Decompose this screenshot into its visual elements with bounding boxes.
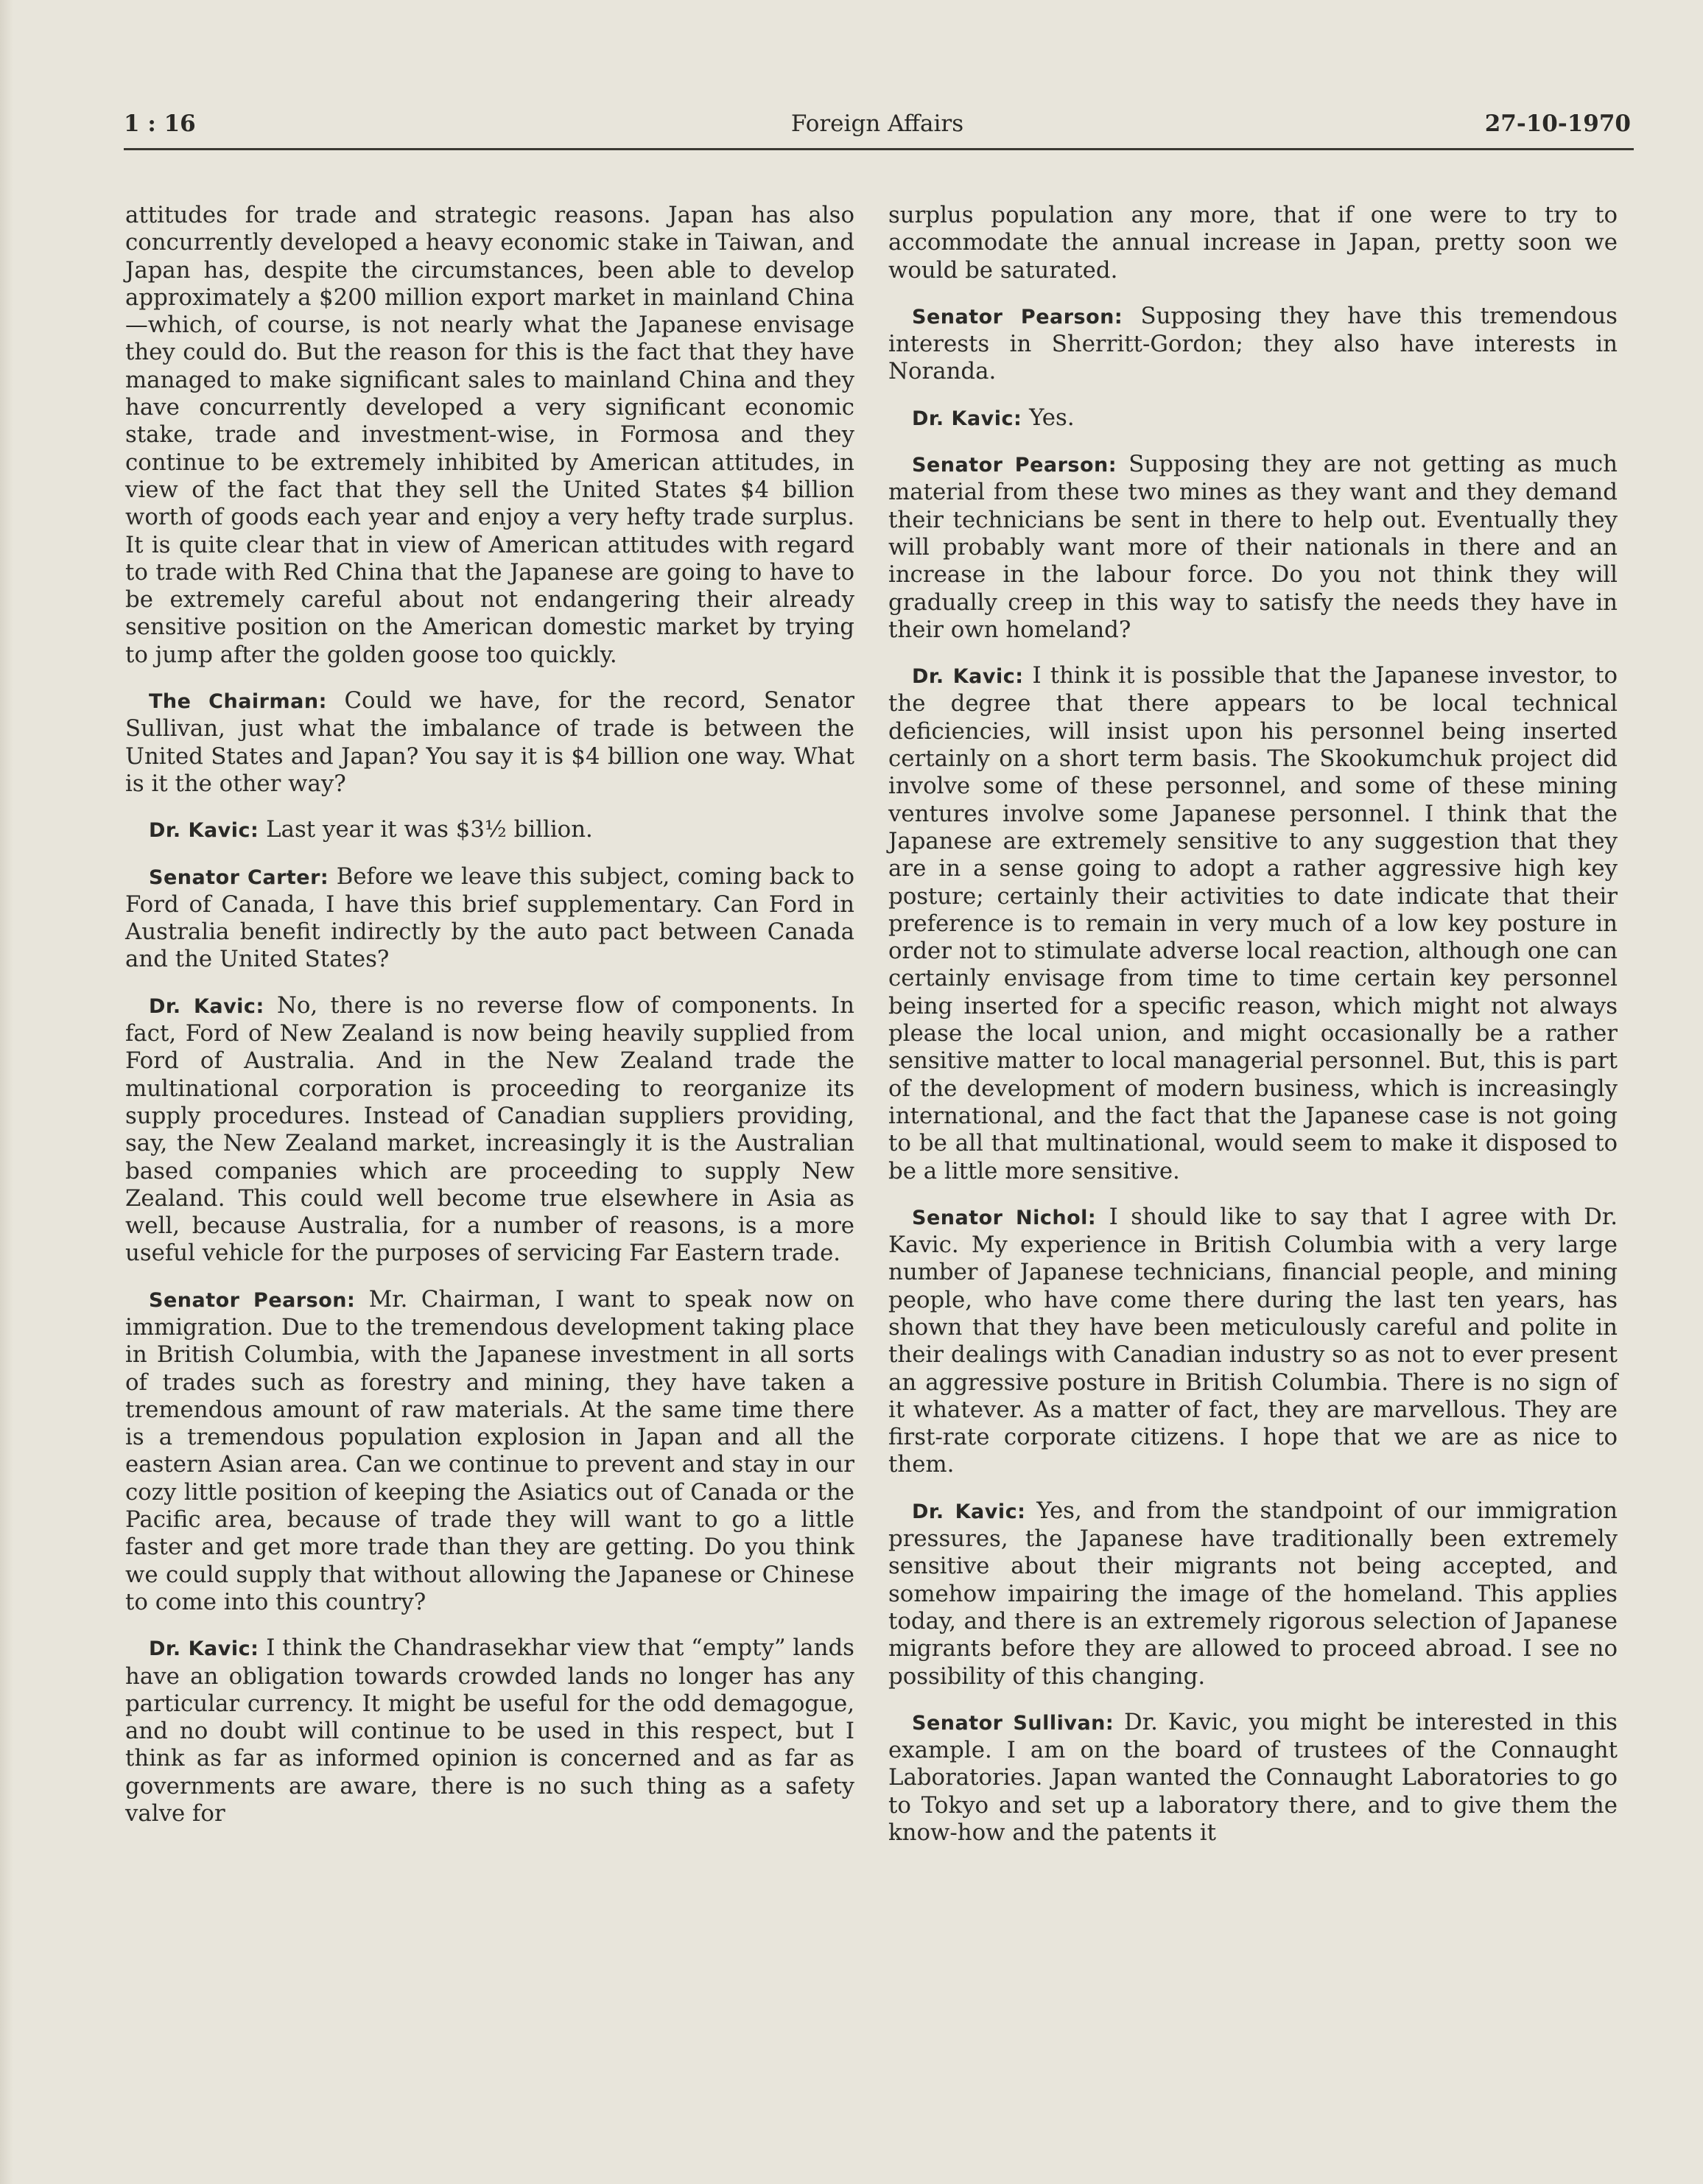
header-date: 27-10-1970 xyxy=(1484,110,1631,137)
speaker-name: Senator Sullivan: xyxy=(912,1711,1114,1735)
speaker-name: Dr. Kavic: xyxy=(912,1500,1026,1523)
paragraph xyxy=(888,303,1618,386)
paragraph xyxy=(125,202,854,669)
paragraph-text: Supposing they are not getting as much material from these two mines as they want and they demand their technicians be sent in there to help out. Eventually they will probably want more of their nationals in there and an increase in the labour force. Do you not think they will gradually creep in this way to satisfy the needs they have in their own homeland? xyxy=(888,451,1618,643)
paragraph-text: I think it is possible that the Japanese investor, to the degree that there appears to be local technical deficiencies, will insist upon his personnel being inserted certainly on a short term basis. The Skookumchuk project did involve some of these personnel, and some of these mining ventures involve some Japanese personnel. I think that the Japanese are extremely sensitive to any suggestion that they are in a sense going to adopt a rather aggressive high key posture; certainly their activities to date indicate that their preference is to remain in very much of a low key posture in order not to stimulate adverse local reaction, although one can certainly envisage from time to time certain key personnel being inserted for a specific reason, which might not always please the local union, and might occasionally be a rather sensitive matter to local managerial personnel. But, this is part of the development of modern business, which is increasingly international, and the fact that the Japanese case is not going to be all that multinational, would seem to make it disposed to be a little more sensitive. xyxy=(888,662,1618,1184)
header-rule xyxy=(124,148,1634,150)
page-edge-shadow xyxy=(0,0,13,2184)
paragraph xyxy=(888,1709,1618,1847)
speaker-name: Dr. Kavic: xyxy=(149,994,264,1018)
running-title: Foreign Affairs xyxy=(790,110,964,137)
speaker-name: Senator Carter: xyxy=(149,865,329,889)
paragraph-text: Before we leave this subject, coming back to Ford of Canada, I have this brief supplementary. Can Ford in Australia benefit indirectly by the auto pact between Canada and the United States? xyxy=(125,863,854,973)
speaker-name: Senator Pearson: xyxy=(912,305,1123,329)
paragraph xyxy=(125,687,854,798)
paragraph-text: I should like to say that I agree with Dr. Kavic. My experience in British Columbia with a very large number of Japanese technicians, financial people, and mining people, who have come there during the last ten years, has shown that they have been meticulously careful and polite in their dealings with Canadian industry so as not to ever present an aggressive posture in British Columbia. There is no sign of it whatever. As a matter of fact, they are marvellous. They are first-rate corporate citizens. I hope that we are as nice to them. xyxy=(888,1203,1618,1478)
paragraph-text: Could we have, for the record, Senator Sullivan, just what the imbalance of trade is between the United States and Japan? You say it is $4 billion one way. What is it the other way? xyxy=(125,687,854,797)
speaker-name: Dr. Kavic: xyxy=(149,819,259,843)
paragraph-text: Supposing they have this tremendous interests in Sherritt-Gordon; they also have interests in Noranda. xyxy=(888,302,1618,385)
speaker-name: Dr. Kavic: xyxy=(912,665,1024,689)
paragraph-text: Mr. Chairman, I want to speak now on immigration. Due to the tremendous development taking place in British Columbia, with the Japanese investment in all sorts of trades such as forestry and mining, they have taken a tremendous amount of raw materials. At the same time there is a tremendous population explosion in Japan and all the eastern Asian area. Can we continue to prevent and stay in our cozy little position of keeping the Asiatics out of Canada or the Pacific area, because of trade they will want to go a little faster and get more trade than they are getting. Do you think we could supply that without allowing the Japanese or Chinese to come into this country? xyxy=(125,1285,854,1615)
speaker-name: Senator Pearson: xyxy=(149,1288,356,1312)
page-number: 1 : 16 xyxy=(124,110,196,137)
paragraph xyxy=(125,1635,854,1827)
paragraph-text: Last year it was $3½ billion. xyxy=(259,816,593,843)
speaker-name: Senator Pearson: xyxy=(912,454,1117,477)
speaker-name: Senator Nichol: xyxy=(912,1206,1097,1229)
paragraph xyxy=(125,816,854,844)
paragraph-text: No, there is no reverse flow of components. In fact, Ford of New Zealand is now being heavily supplied from Ford of Australia. And in the New Zealand trade the multinational corporation is proceeding to reorganize its supply procedures. Instead of Canadian suppliers providing, say, the New Zealand market, increasingly it is the Australian based companies which are proceeding to supply New Zealand. This could well become true elsewhere in Asia as well, because Australia, for a number of reasons, is a more useful vehicle for the purposes of servicing Far Eastern trade. xyxy=(125,991,854,1267)
left-column xyxy=(125,202,854,1827)
paragraph-text: Yes, and from the standpoint of our immigration pressures, the Japanese have traditionally been extremely sensitive about their migrants not being accepted, and somehow impairing the image of the homeland. This applies today, and there is an extremely rigorous selection of Japanese migrants before they are allowed to proceed abroad. I see no possibility of this changing. xyxy=(888,1497,1618,1690)
paragraph xyxy=(125,1286,854,1617)
paragraph-text: Yes. xyxy=(1022,404,1075,431)
paragraph xyxy=(125,863,854,974)
speaker-name: Dr. Kavic: xyxy=(912,407,1022,430)
paragraph xyxy=(125,992,854,1268)
speaker-name: The Chairman: xyxy=(149,690,327,714)
paragraph xyxy=(888,451,1618,644)
paragraph xyxy=(888,202,1618,284)
paragraph-text: Dr. Kavic, you might be interested in this example. I am on the board of trustees of the Connaught Laboratories. Japan wanted the Connaught Laboratories to go to Tokyo and set up a laboratory there, and to give them the know-how and the patents it xyxy=(888,1708,1618,1847)
paragraph-text: I think the Chandrasekhar view that “empty” lands have an obligation towards crowded lands no longer has any particular currency. It might be useful for the odd demagogue, and no doubt will continue to be used in this respect, but I think as far as informed opinion is concerned and as far as governments are aware, there is no such thing as a safety valve for xyxy=(125,1635,854,1827)
speaker-name: Dr. Kavic: xyxy=(149,1637,259,1661)
paragraph xyxy=(888,1497,1618,1690)
paragraph-text: surplus population any more, that if one were to try to accommodate the annual increase in Japan, pretty soon we would be saturated. xyxy=(888,202,1618,284)
right-column xyxy=(888,202,1618,1847)
paragraph xyxy=(888,404,1618,432)
paragraph xyxy=(888,1204,1618,1479)
paragraph xyxy=(888,662,1618,1185)
paragraph-text: attitudes for trade and strategic reasons. Japan has also concurrently developed a heavy economic stake in Taiwan, and Japan has, despite the circumstances, been able to develop approximately a $200 million export market in mainland China—which, of course, is not nearly what the Japanese envisage they could do. But the reason for this is the fact that they have managed to make significant sales to mainland China and they have concurrently developed a very significant economic stake, trade and investment-wise, in Formosa and they continue to be extremely inhibited by American attitudes, in view of the fact that they sell the United States $4 billion worth of goods each year and enjoy a very hefty trade surplus. It is quite clear that in view of American attitudes with regard to trade with Red China that the Japanese are going to have to be extremely careful about not endangering their already sensitive position on the American domestic market by trying to jump after the golden goose too quickly. xyxy=(125,202,854,668)
